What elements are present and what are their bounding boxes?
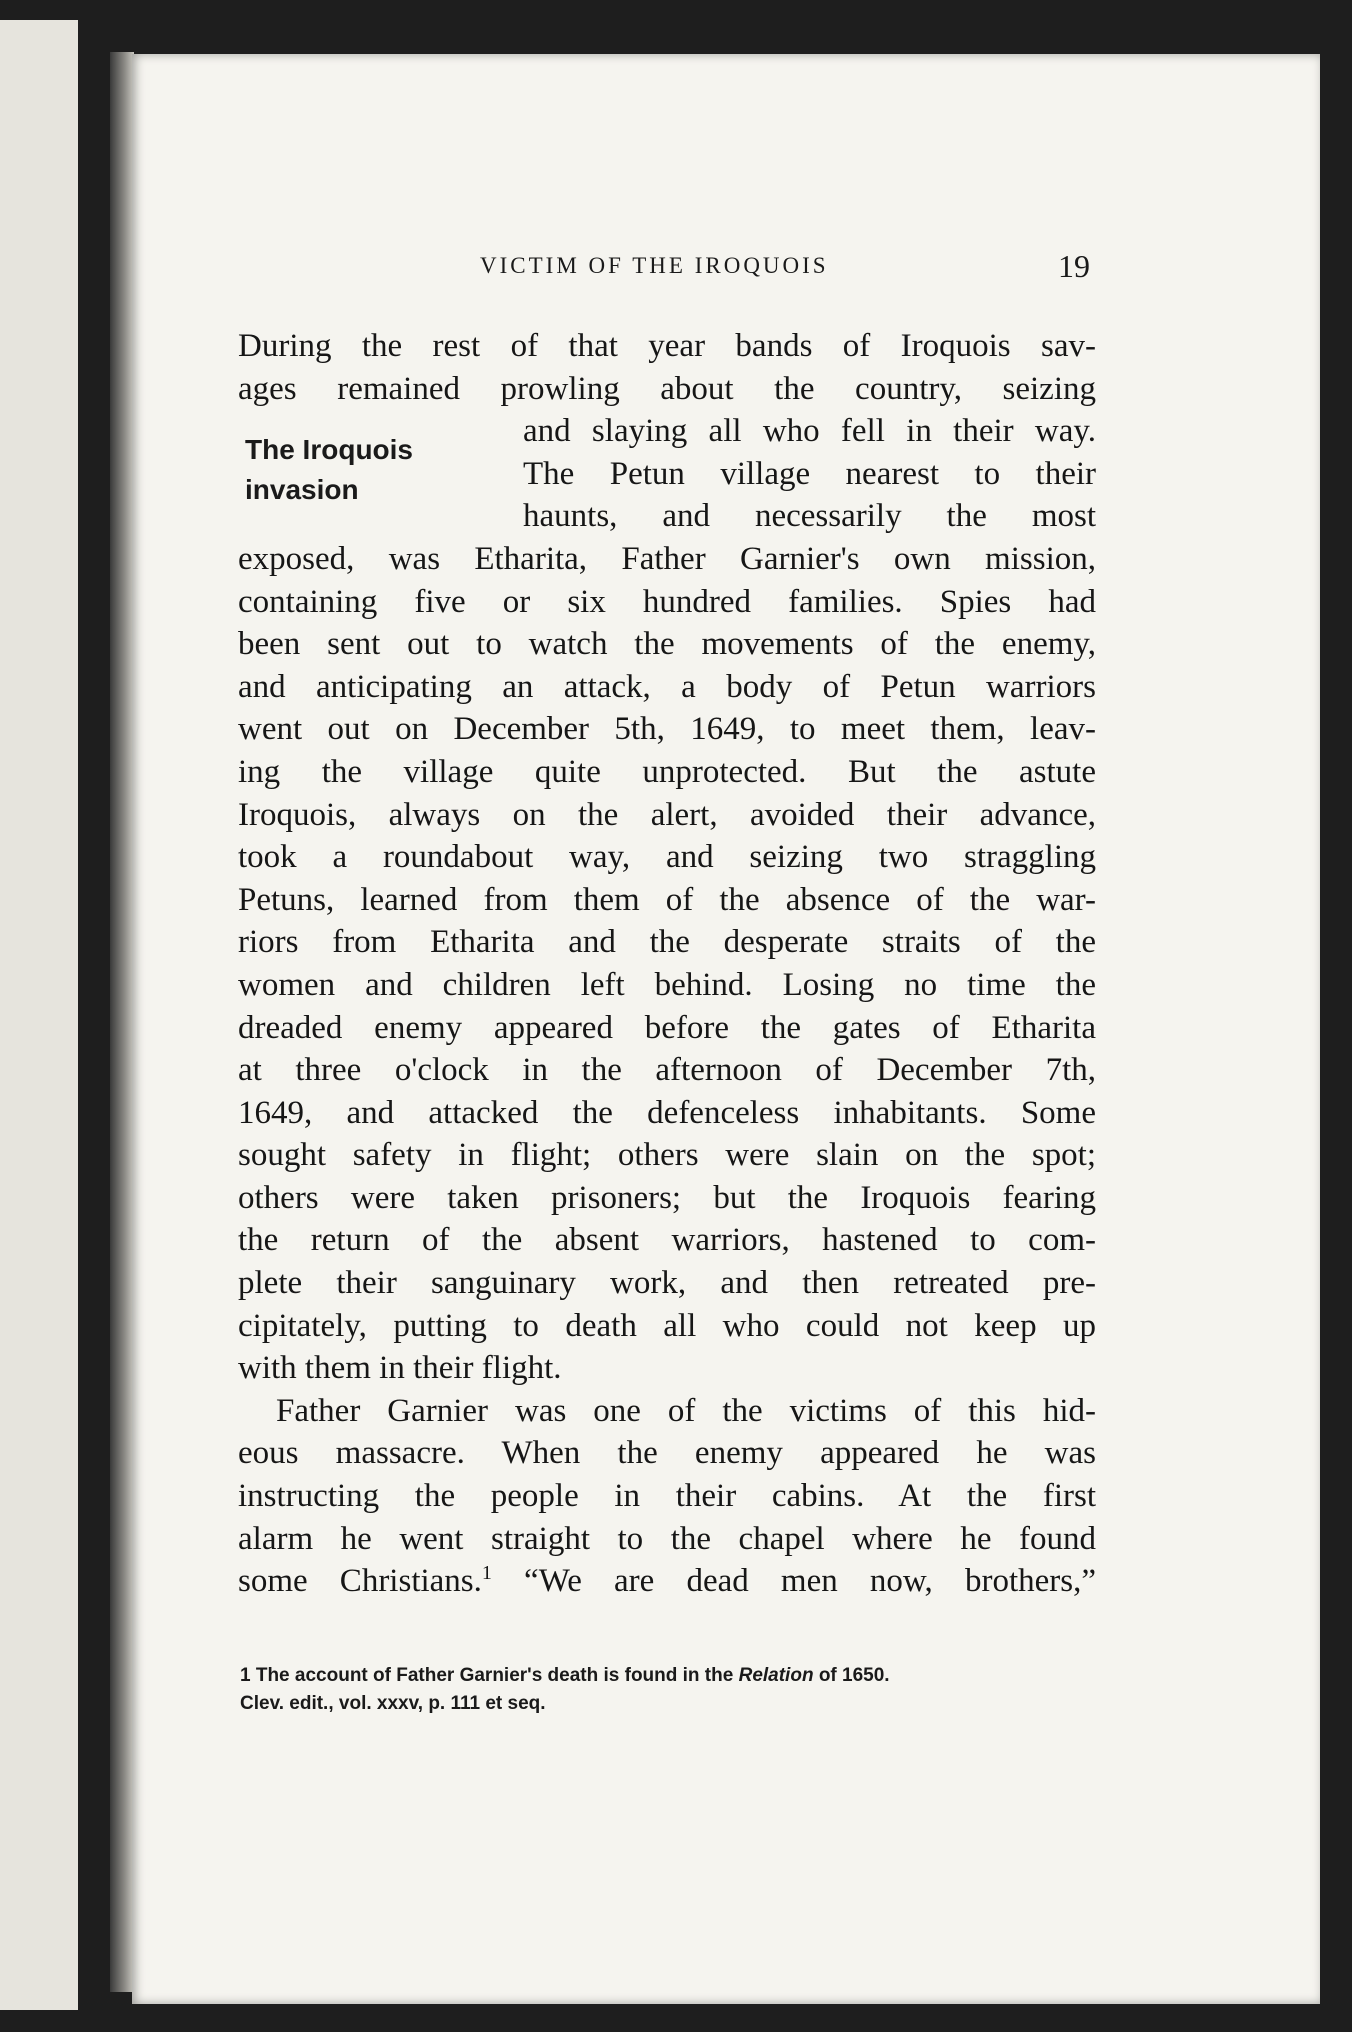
text-line: eous massacre. When the enemy appeared he was — [238, 1435, 1096, 1472]
footnote-italic: Relation — [738, 1665, 814, 1686]
text-line: Father Garnier was one of the victims of this hid- — [276, 1392, 1096, 1429]
text-line: riors from Etharita and the desperate straits of the — [238, 924, 1096, 961]
text-line: and anticipating an attack, a body of Petun warriors — [238, 668, 1096, 705]
text-line: sought safety in flight; others were slain on the spot; — [238, 1137, 1096, 1174]
body-text — [238, 325, 1096, 1603]
text-line: ing the village quite unprotected. But the astute — [238, 753, 1096, 790]
text-line: took a roundabout way, and seizing two straggling — [238, 839, 1096, 876]
footnote-line: Clev. edit., vol. xxxv, p. 111 et seq. — [240, 1693, 546, 1714]
footnote-ref: 1 — [481, 1562, 492, 1585]
footnote — [240, 1662, 1095, 1718]
text-line: alarm he went straight to the chapel where he found — [238, 1520, 1096, 1557]
text-fragment: “We are dead men now, brothers,” — [491, 1563, 1096, 1600]
margin-note-line: The Iroquois — [245, 434, 413, 465]
text-line: the return of the absent warriors, hastened to com- — [238, 1222, 1096, 1259]
text-line: dreaded enemy appeared before the gates of Etharita — [238, 1009, 1096, 1046]
book-spine — [110, 52, 134, 1992]
text-line: haunts, and necessarily the most — [523, 498, 1096, 535]
text-line: Iroquois, always on the alert, avoided their advance, — [238, 796, 1096, 833]
text-line: women and children left behind. Losing no time the — [238, 966, 1096, 1003]
text-line: and slaying all who fell in their way. — [523, 413, 1096, 450]
left-page-edge — [0, 20, 78, 2010]
text-line: instructing the people in their cabins. At the first — [238, 1478, 1096, 1515]
running-title: VICTIM OF THE IROQUOIS — [480, 253, 829, 278]
text-line — [238, 1560, 1096, 1603]
text-line: been sent out to watch the movements of the enemy, — [238, 626, 1096, 663]
text-line: During the rest of that year bands of Iroquois sav- — [238, 328, 1096, 364]
text-line: containing five or six hundred families. Spies had — [238, 583, 1096, 620]
text-line: with them in their flight. — [238, 1350, 562, 1387]
text-line: 1649, and attacked the defenceless inhabitants. Some — [238, 1094, 1096, 1131]
text-line: The Petun village nearest to their — [523, 455, 1096, 492]
margin-note-line: invasion — [245, 474, 359, 505]
text-line: others were taken prisoners; but the Iroquois fearing — [238, 1179, 1096, 1216]
footnote-text: 1 The account of Father Garnier's death is found in the — [240, 1665, 739, 1686]
text-line: at three o'clock in the afternoon of December 7th, — [238, 1052, 1096, 1089]
text-line: exposed, was Etharita, Father Garnier's own mission, — [238, 540, 1096, 577]
text-line: ages remained prowling about the country, seizing — [238, 370, 1096, 407]
footnote-line — [240, 1662, 1095, 1690]
text-line: Petuns, learned from them of the absence of the war- — [238, 881, 1096, 918]
footnote-text: of 1650. — [813, 1665, 890, 1686]
text-line: cipitately, putting to death all who could not keep up — [238, 1307, 1096, 1344]
text-line: went out on December 5th, 1649, to meet them, leav- — [238, 711, 1096, 748]
text-fragment: some Christians. — [238, 1563, 482, 1600]
text-line: plete their sanguinary work, and then retreated pre- — [238, 1265, 1096, 1302]
page-number: 19 — [1058, 248, 1090, 284]
